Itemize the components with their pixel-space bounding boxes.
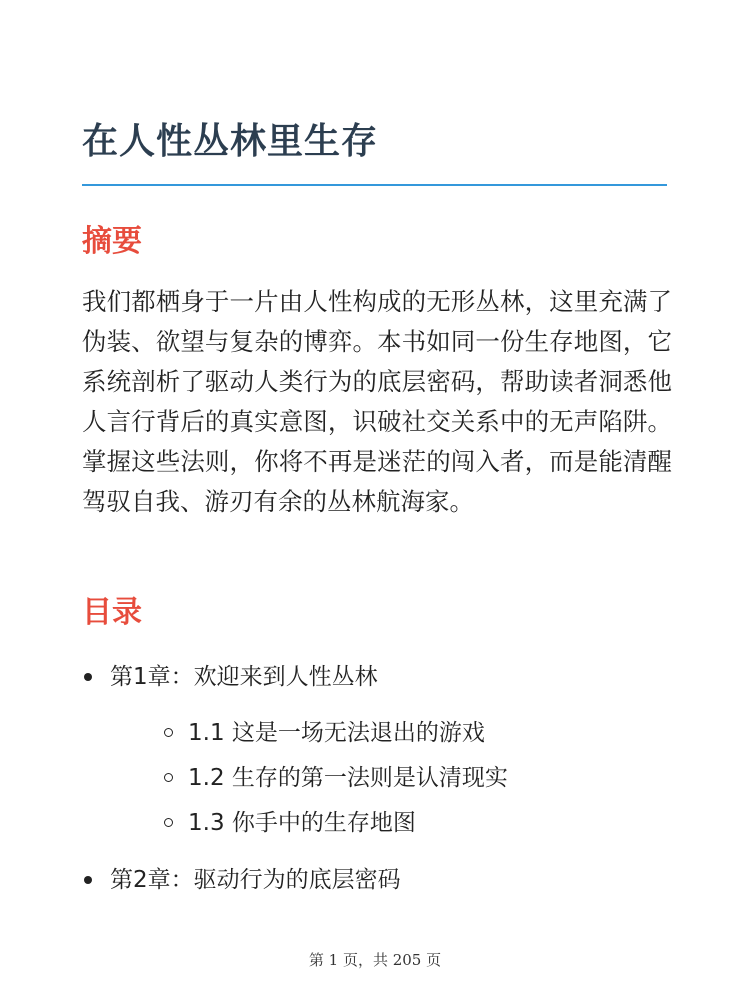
- toc-section-1-2[interactable]: [188, 762, 508, 794]
- circle-bullet-icon: [164, 773, 173, 782]
- toc-chapter-1[interactable]: [110, 661, 378, 693]
- title-divider: [82, 184, 667, 186]
- toc-section-1-1[interactable]: [188, 717, 485, 749]
- toc-section-label: 1.3 你手中的生存地图: [188, 810, 416, 836]
- page-number: 第 1 页，共 205 页: [308, 951, 442, 969]
- summary-heading: 摘要: [82, 224, 142, 259]
- toc-section-label: 1.2 生存的第一法则是认清现实: [188, 765, 508, 791]
- toc-heading: 目录: [82, 595, 142, 630]
- toc-section-1-3[interactable]: [188, 807, 416, 839]
- bullet-icon: [84, 673, 92, 681]
- bullet-icon: [84, 876, 92, 884]
- circle-bullet-icon: [164, 818, 173, 827]
- toc-section-label: 1.1 这是一场无法退出的游戏: [188, 720, 485, 746]
- summary-paragraph: 我们都栖身于一片由人性构成的无形丛林，这里充满了伪装、欲望与复杂的博弈。本书如同一份生存地图，它系统剖析了驱动人类行为的底层密码，帮助读者洞悉他人言行背后的真实意图，识破社交关系中的无声陷阱。掌握这些法则，你将不再是迷茫的闯入者，而是能清醒驾驭自我、游刃有余的丛林航海家。: [82, 287, 672, 516]
- document-title: 在人性丛林里生存: [82, 121, 379, 162]
- toc-chapter-label: 第2章：驱动行为的底层密码: [110, 867, 401, 893]
- circle-bullet-icon: [164, 728, 173, 737]
- toc-chapter-2[interactable]: [110, 864, 401, 896]
- toc-chapter-label: 第1章：欢迎来到人性丛林: [110, 664, 378, 690]
